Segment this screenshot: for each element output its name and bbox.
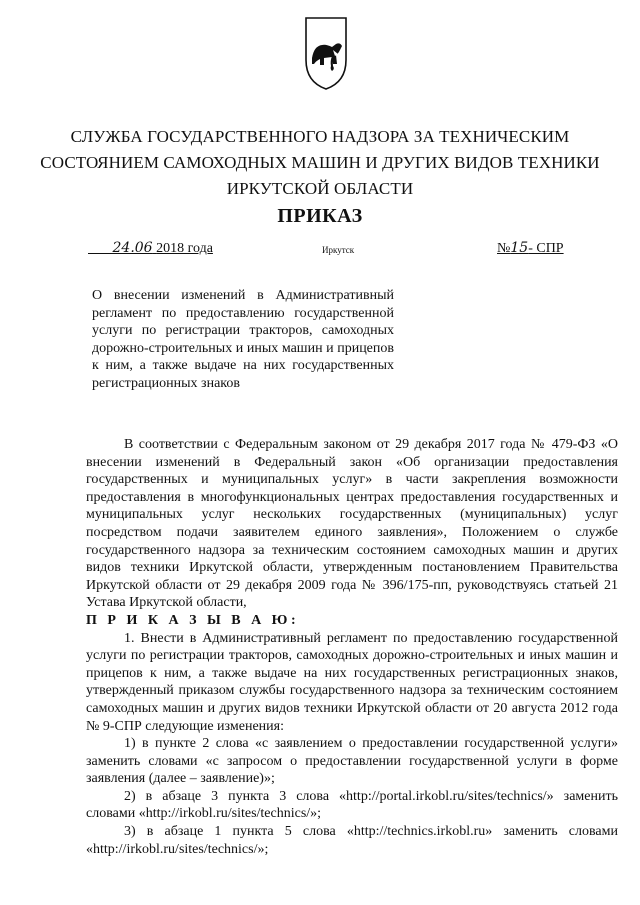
subitem-paragraph: 3) в абзаце 1 пункта 5 слова «http://technics.irkobl.ru» заменить словами «http://irkobl.ru/sites/technics/»; — [86, 824, 618, 857]
agency-name — [40, 124, 600, 202]
agency-line: СОСТОЯНИЕМ САМОХОДНЫХ МАШИН И ДРУГИХ ВИДОВ ТЕХНИКИ — [40, 153, 600, 172]
number-handwritten: 15 — [510, 240, 529, 256]
number-suffix: - СПР — [528, 241, 564, 256]
document-date — [88, 240, 213, 257]
document-city: Иркутск — [322, 245, 355, 255]
preamble-paragraph: В соответствии с Федеральным законом от 29 декабря 2017 года № 479-ФЗ «О внесении изменений в Федеральный закон «Об организации предоставления государственных и муниципальных услуг» в части закрепления возможности предоставления в многофункциональных центрах предоставления государственных и муниципальных услуг нескольких государственных (муниципальных) услуг посредством подачи заявителем единого заявления», Положением о службе государственного надзора за техническим состоянием самоходных машин и других видов техники Иркутской области, утвержденным постановлением Правительства Иркутской области от 29 декабря 2009 года № 396/175-пп, руководствуясь статьей 21 Устава Иркутской области, — [86, 437, 618, 611]
item-paragraph: 1. Внести в Административный регламент по предоставлению государственной услуги по регистрации тракторов, самоходных дорожно-строительных и иных машин и прицепов к ним, а также выдаче на них государственных регистрационных знаков, утвержденный приказом службы государственного надзора за техническим состоянием самоходных машин и других видов техники Иркутской области от 20 августа 2012 года № 9-СПР следующие изменения: — [86, 630, 618, 734]
document-number — [497, 240, 564, 257]
agency-line: ИРКУТСКОЙ ОБЛАСТИ — [226, 179, 414, 198]
document-body — [86, 436, 618, 858]
agency-line: СЛУЖБА ГОСУДАРСТВЕННОГО НАДЗОРА ЗА ТЕХНИЧЕСКИМ — [70, 127, 570, 146]
document-subject: О внесении изменений в Административный регламент по предоставлению государственной услуги по регистрации тракторов, самоходных дорожно-строительных и иных машин и прицепов к ним, а также выдаче на них государственных регистрационных знаков — [92, 288, 394, 391]
subitem-paragraph: 1) в пункте 2 слова «с заявлением о предоставлении государственной услуги» заменить словами «с запросом о предоставлении государственной услуги в форме заявления (далее – заявление)»; — [86, 736, 618, 787]
number-prefix: № — [497, 241, 511, 256]
date-year: 2018 года — [156, 241, 213, 256]
document-type-title: ПРИКАЗ — [277, 205, 363, 227]
date-handwritten: 24.06 2018 года — [112, 240, 213, 256]
order-heading: П Р И К А З Ы В А Ю: — [86, 612, 300, 628]
subitem-paragraph: 2) в абзаце 3 пункта 3 слова «http://portal.irkobl.ru/sites/technics/» заменить словами «http://irkobl.ru/sites/technics/»; — [86, 788, 618, 822]
coat-of-arms-icon — [302, 14, 350, 92]
